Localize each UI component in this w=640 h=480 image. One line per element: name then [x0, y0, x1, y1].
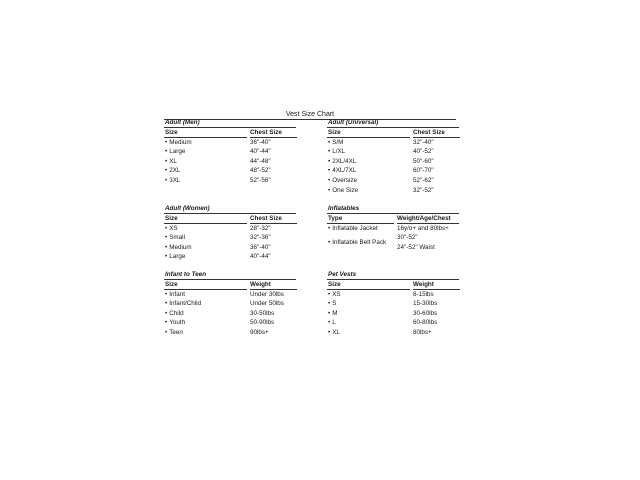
- section-pet-vests: [327, 271, 459, 338]
- size-cell: • Medium: [164, 138, 247, 148]
- table-row: [327, 166, 459, 176]
- table-row: [164, 328, 296, 338]
- table-header: [164, 128, 296, 138]
- table-row: [164, 176, 296, 186]
- section-title: Pet Vests: [327, 271, 459, 280]
- chest-cell: 32"-40": [413, 138, 434, 146]
- type-cell: • Inflatable Jacket: [327, 224, 394, 234]
- table-row: [164, 147, 296, 157]
- chest-cell: 36"-40": [250, 138, 271, 146]
- header-chest-size: Chest Size: [250, 214, 297, 224]
- chest-cell: 40"-44": [250, 148, 271, 156]
- size-cell: • Youth: [164, 318, 247, 328]
- table-row: [164, 318, 296, 328]
- table-row: [164, 243, 296, 253]
- section-title: Infant to Teen: [164, 271, 296, 280]
- weight-cell: 90lbs+: [250, 328, 269, 336]
- table-row: [164, 299, 296, 309]
- table-row: [164, 233, 296, 243]
- weight-cell: 15-30lbs: [413, 300, 438, 308]
- section-title: Adult (Women): [164, 205, 296, 214]
- section-title: Adult (Men): [164, 119, 296, 128]
- value-cell: 16y/o+ and 80lbs+: [397, 224, 449, 232]
- table-header: [164, 280, 296, 290]
- table-row: [327, 186, 459, 196]
- weight-cell: 30-60lbs: [413, 309, 438, 317]
- size-cell: • 2XL/4XL: [327, 157, 410, 167]
- table-row: [164, 252, 296, 262]
- table-header: [327, 280, 459, 290]
- size-cell: • L: [327, 318, 410, 328]
- value-cell: 24"-52" Waist: [397, 243, 435, 251]
- table-row: [164, 157, 296, 167]
- chest-cell: 40"-44": [250, 253, 271, 261]
- table-row: [164, 309, 296, 319]
- chest-cell: 28"-32": [250, 224, 271, 232]
- size-cell: • S/M: [327, 138, 410, 148]
- section-adult-men: [164, 119, 296, 186]
- chest-cell: 52"-62": [413, 176, 434, 184]
- size-cell: • 3XL: [164, 176, 247, 186]
- table-row: [327, 309, 459, 319]
- weight-cell: 50-90lbs: [250, 319, 275, 327]
- section-infant-to-teen: [164, 271, 296, 338]
- size-cell: • Small: [164, 233, 247, 243]
- chest-cell: 44"-48": [250, 157, 271, 165]
- size-cell: • XL: [327, 328, 410, 338]
- size-cell: • 2XL: [164, 166, 247, 176]
- chest-cell: 50"-60": [413, 157, 434, 165]
- size-cell: • Teen: [164, 328, 247, 338]
- size-cell: • XS: [327, 290, 410, 300]
- section-adult-universal: [327, 119, 459, 195]
- table-row: [327, 157, 459, 167]
- table-row: [327, 224, 459, 234]
- size-cell: • Large: [164, 147, 247, 157]
- weight-cell: Under 30lbs: [250, 290, 284, 298]
- chest-cell: 60"-70": [413, 167, 434, 175]
- table-header: [327, 214, 459, 224]
- header-weight: Weight: [413, 280, 460, 290]
- table-row: [327, 147, 459, 157]
- table-row: [327, 290, 459, 300]
- chart-title: Vest Size Chart: [285, 111, 335, 118]
- weight-cell: 60-80lbs: [413, 319, 438, 327]
- table-header: [327, 128, 459, 138]
- weight-cell: Under 50lbs: [250, 300, 284, 308]
- table-row: [327, 328, 459, 338]
- chest-cell: 32"-52": [413, 186, 434, 194]
- type-cell: • Inflatable Belt Pack: [327, 233, 394, 252]
- header-size: Size: [327, 280, 410, 290]
- chest-cell: 52"-56": [250, 176, 271, 184]
- weight-cell: 80lbs+: [413, 328, 432, 336]
- table-row: [327, 176, 459, 186]
- size-cell: • Large: [164, 252, 247, 262]
- header-type: Type: [327, 214, 394, 224]
- section-inflatables: [327, 205, 459, 252]
- header-size: Size: [327, 128, 410, 138]
- table-row: [164, 224, 296, 234]
- weight-cell: 30-50lbs: [250, 309, 275, 317]
- header-weight-age-chest: Weight/Age/Chest: [397, 214, 459, 224]
- chest-cell: 36"-40": [250, 243, 271, 251]
- size-cell: • XL: [164, 157, 247, 167]
- table-row: [164, 166, 296, 176]
- table-row: [327, 299, 459, 309]
- header-size: Size: [164, 214, 247, 224]
- section-title: Inflatables: [327, 205, 459, 214]
- table-row: [327, 138, 459, 148]
- header-size: Size: [164, 128, 247, 138]
- size-cell: • Infant/Child: [164, 299, 247, 309]
- header-weight: Weight: [250, 280, 297, 290]
- chest-cell: 32"-36": [250, 234, 271, 242]
- size-cell: • XS: [164, 224, 247, 234]
- header-chest-size: Chest Size: [250, 128, 297, 138]
- size-cell: • S: [327, 299, 410, 309]
- table-row: [327, 318, 459, 328]
- size-cell: • L/XL: [327, 147, 410, 157]
- size-cell: • Oversize: [327, 176, 410, 186]
- header-size: Size: [164, 280, 247, 290]
- section-title: Adult (Universal): [327, 119, 459, 128]
- size-cell: • Child: [164, 309, 247, 319]
- table-row: [327, 233, 459, 252]
- chest-cell: 48"-52": [250, 167, 271, 175]
- section-adult-women: [164, 205, 296, 262]
- size-cell: • 4XL/7XL: [327, 166, 410, 176]
- table-row: [164, 138, 296, 148]
- size-cell: • Infant: [164, 290, 247, 300]
- table-row: [164, 290, 296, 300]
- value-cell-group: [397, 233, 459, 252]
- size-cell: • Medium: [164, 243, 247, 253]
- size-cell: • One Size: [327, 186, 410, 196]
- size-cell: • M: [327, 309, 410, 319]
- header-chest-size: Chest Size: [413, 128, 460, 138]
- weight-cell: 8-15lbs: [413, 290, 434, 298]
- value-cell: 30"-52": [397, 234, 418, 242]
- table-header: [164, 214, 296, 224]
- chest-cell: 40"-52": [413, 148, 434, 156]
